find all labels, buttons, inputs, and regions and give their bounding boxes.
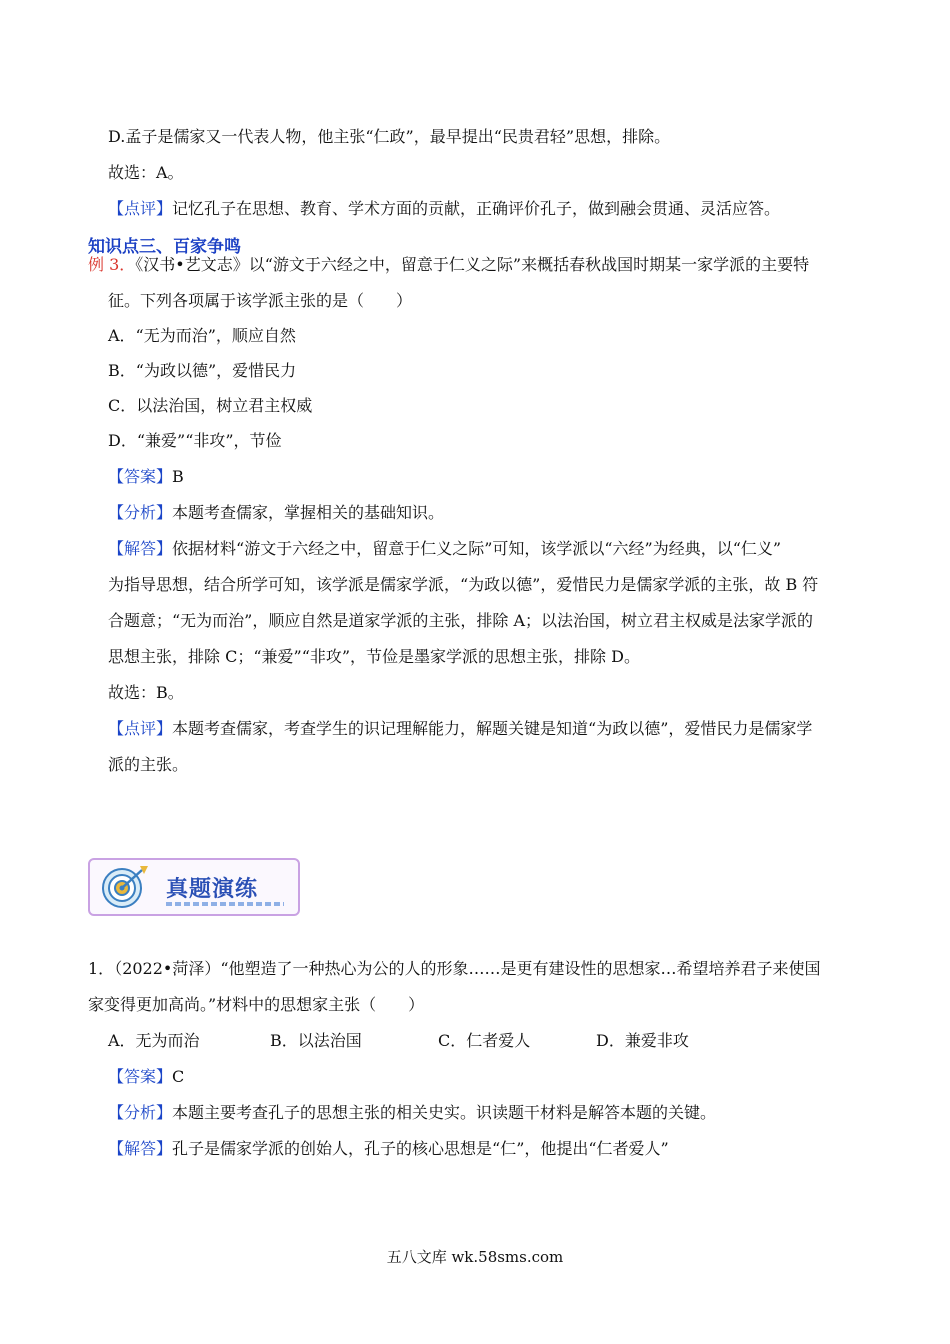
example-solution-line4: 思想主张，排除 C；“兼爱”“非攻”，节俭是墨家学派的思想主张，排除 D。	[108, 647, 640, 666]
example-option-b: B．“为政以德”，爱惜民力	[108, 361, 297, 380]
review-line	[108, 198, 780, 220]
conclusion: 故选：A。	[108, 163, 184, 182]
question-option-b: B．以法治国	[270, 1031, 362, 1050]
example-label: 例 3．	[88, 255, 136, 274]
question-answer: 【答案】C	[108, 1067, 185, 1086]
example-option-a: A．“无为而治”，顺应自然	[108, 326, 296, 345]
example-solution-line3: 合题意；“无为而治”，顺应自然是道家学派的主张，排除 A；以法治国，树立君主权威是法家学派的	[108, 611, 814, 630]
review-text: 记忆孔子在思想、教育、学术方面的贡献，正确评价孔子，做到融会贯通、灵活应答。	[172, 199, 781, 218]
question-option-c: C．仁者爱人	[438, 1031, 531, 1050]
question-option-a: A．无为而治	[108, 1031, 200, 1050]
question-solution: 【解答】孔子是儒家学派的创始人，孔子的核心思想是“仁”，他提出“仁者爱人”	[108, 1139, 669, 1158]
example-review-line2: 派的主张。	[108, 755, 189, 774]
example-review-line1: 【点评】本题考查儒家，考查学生的识记理解能力，解题关键是知道“为政以德”，爱惜民力是儒家学	[108, 719, 813, 738]
footer-watermark: 五八文库 wk.58sms.com	[386, 1248, 564, 1266]
question-stem-line1: 1．（2022•菏泽）“他塑造了一种热心为公的人的形象……是更有建设性的思想家…希望培养君子来使国	[88, 959, 821, 978]
example-solution-line1: 【解答】依据材料“游文于六经之中，留意于仁义之际”可知，该学派以“六经”为经典，以“仁义”	[108, 539, 782, 558]
example-option-c: C．以法治国，树立君主权威	[108, 396, 313, 415]
target-icon	[96, 862, 152, 910]
example-stem-line2: 征。下列各项属于该学派主张的是（ ）	[108, 291, 413, 310]
example-stem-line1: 例 3．《汉书•艺文志》以“游文于六经之中，留意于仁义之际”来概括春秋战国时期某一家学派的主要特	[88, 255, 810, 274]
example-solution-line2: 为指导思想，结合所学可知，该学派是儒家学派，“为政以德”，爱惜民力是儒家学派的主张，故 B 符	[108, 575, 819, 594]
example-analysis: 【分析】本题考查儒家，掌握相关的基础知识。	[108, 503, 445, 522]
review-tag: 【点评】	[108, 199, 173, 218]
example-conclusion: 故选：B。	[108, 683, 184, 702]
question-analysis: 【分析】本题主要考查孔子的思想主张的相关史实。识读题干材料是解答本题的关键。	[108, 1103, 717, 1122]
question-stem-line2: 家变得更加高尚。”材料中的思想家主张（ ）	[88, 995, 425, 1014]
example-answer: 【答案】B	[108, 467, 184, 486]
option-d-note: D.孟子是儒家又一代表人物，他主张“仁政”，最早提出“民贵君轻”思想，排除。	[108, 127, 671, 146]
example-option-d: D．“兼爱”“非攻”，节俭	[108, 431, 282, 450]
banner-decoration	[166, 902, 284, 906]
practice-banner	[88, 858, 300, 916]
section-heading: 知识点三、百家争鸣	[88, 237, 241, 257]
banner-title: 真题演练	[166, 877, 259, 902]
question-option-d: D．兼爱非攻	[596, 1031, 689, 1050]
